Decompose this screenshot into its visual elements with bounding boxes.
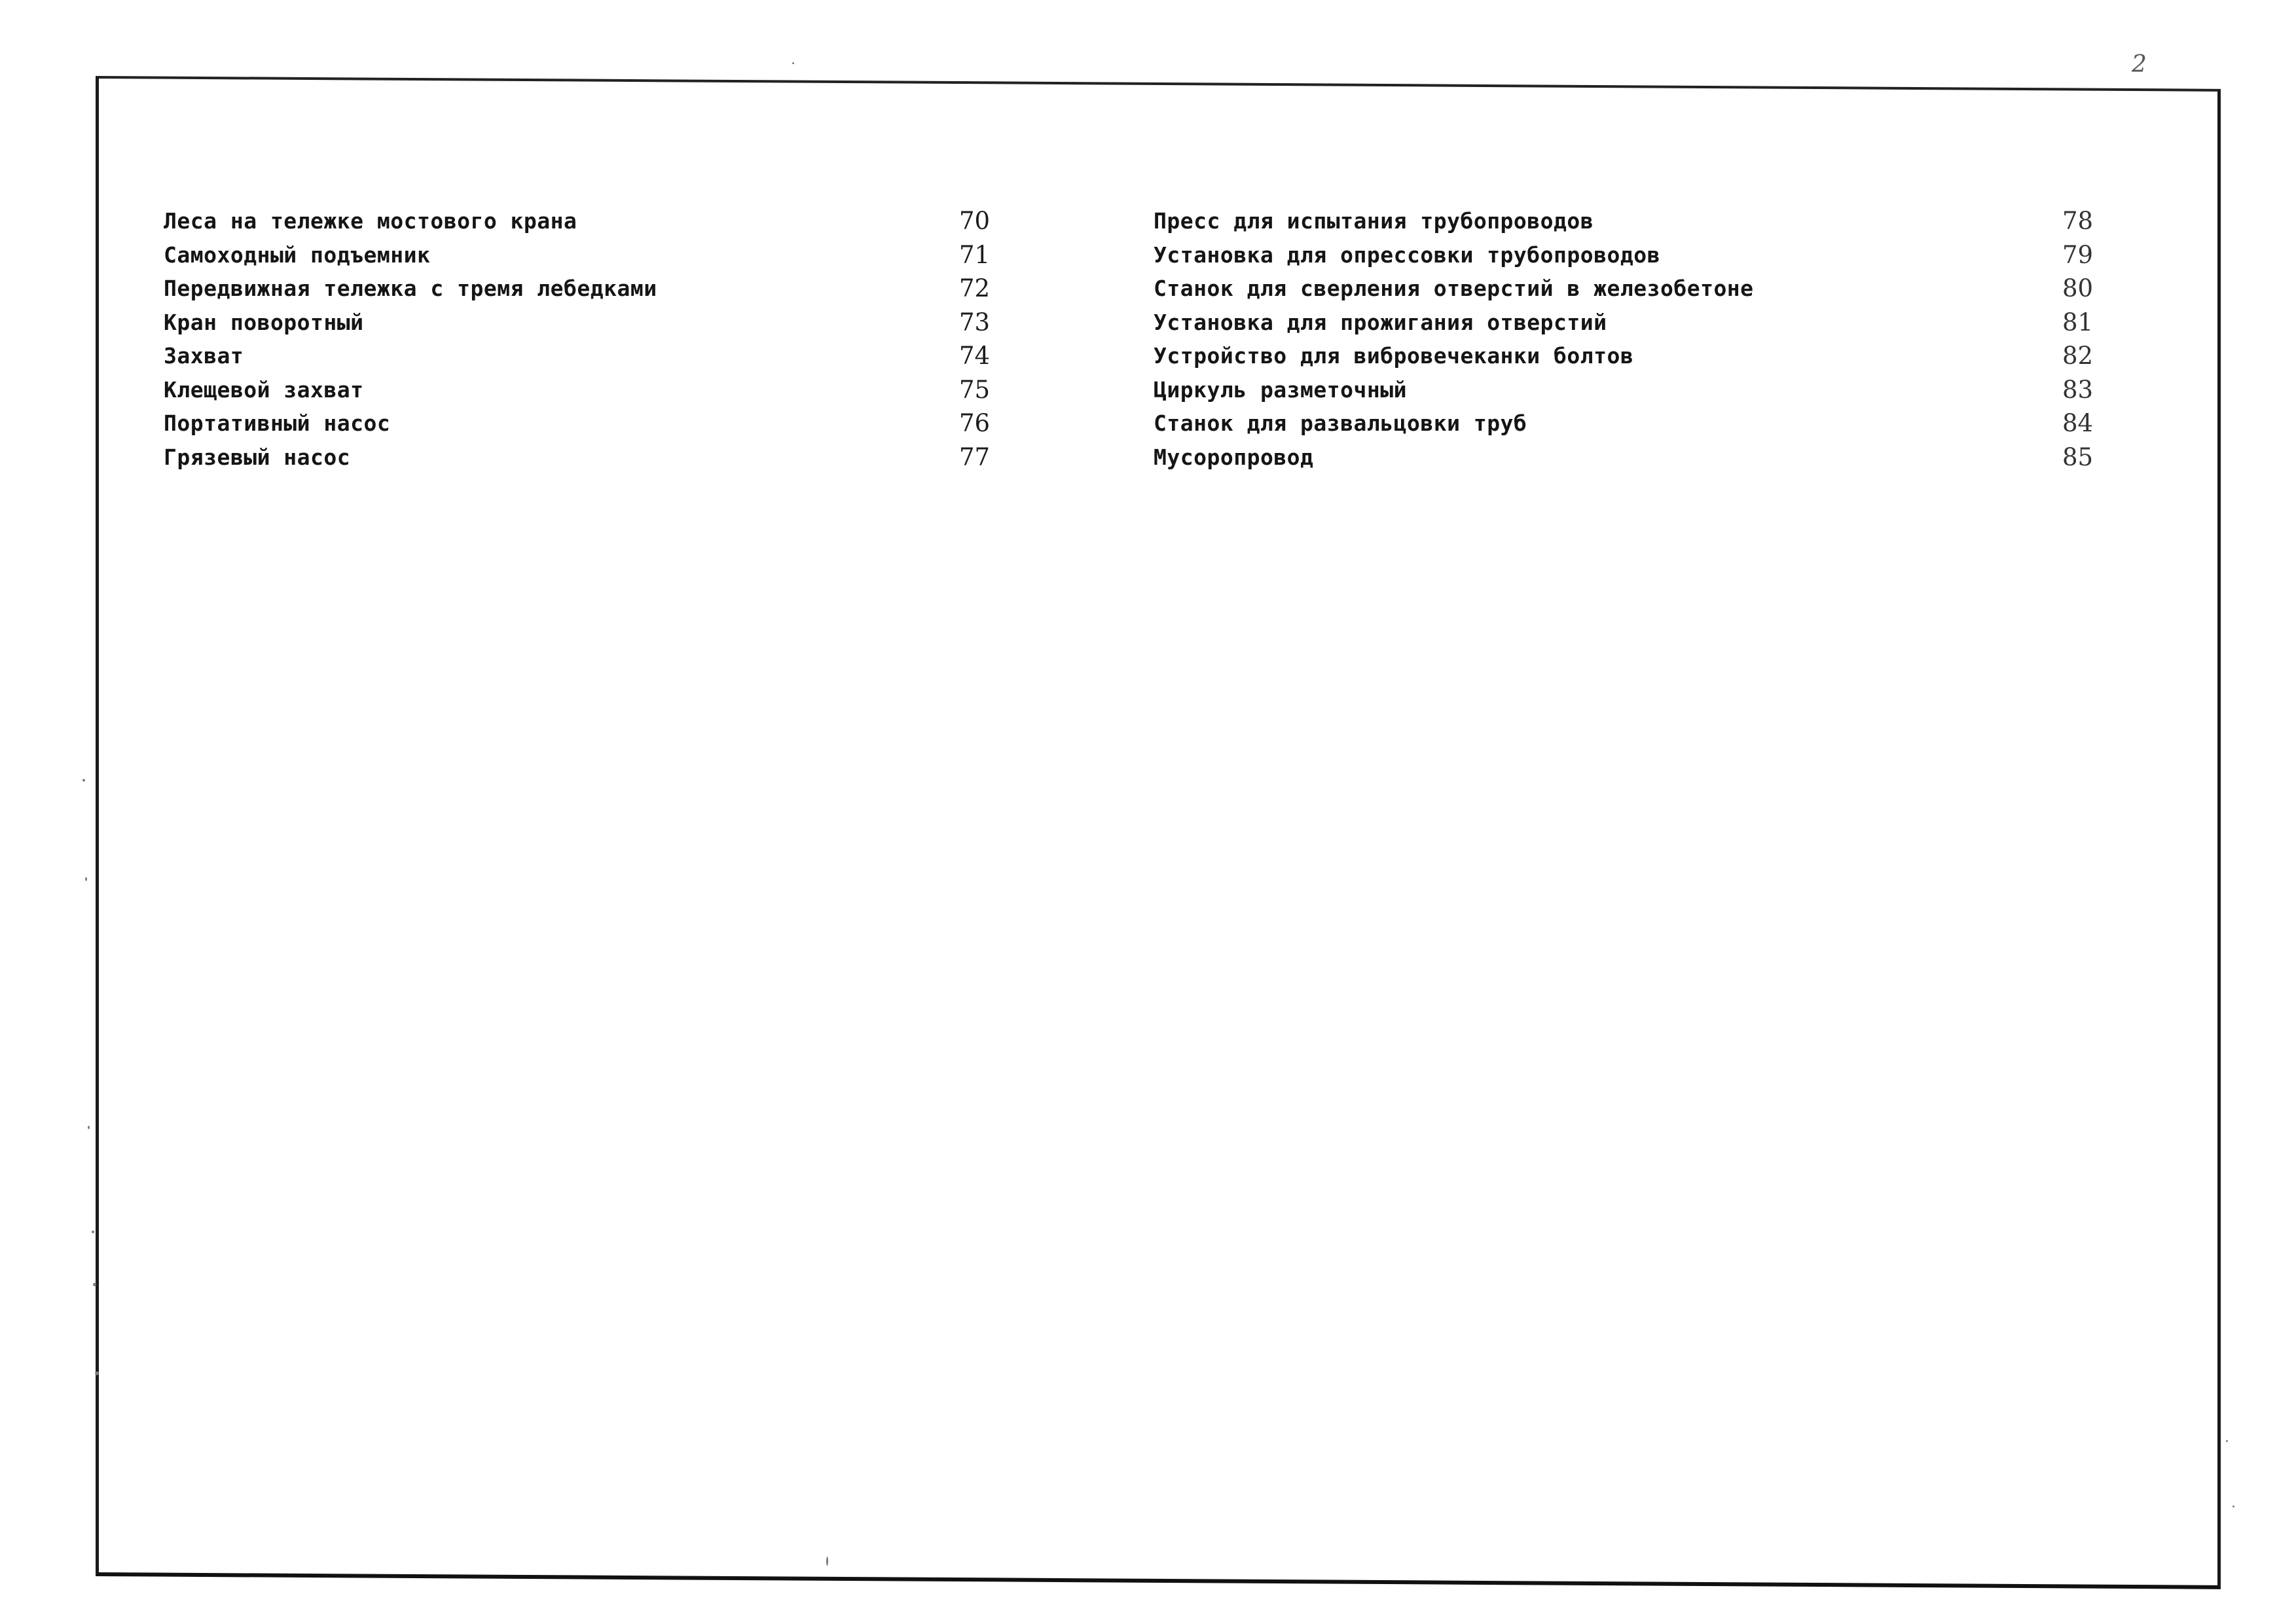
entry-title: Леса на тележке мостового крана bbox=[164, 208, 577, 234]
scan-speck bbox=[826, 1557, 828, 1566]
scan-speck bbox=[2226, 1440, 2228, 1442]
scan-speck bbox=[82, 779, 85, 782]
scan-speck bbox=[792, 62, 794, 64]
contents-entry bbox=[164, 238, 1015, 272]
contents-entry bbox=[164, 204, 1015, 238]
entry-title: Станок для сверления отверстий в железобетоне bbox=[1154, 276, 1754, 302]
entry-title: Установка для прожигания отверстий bbox=[1154, 309, 1607, 335]
entry-title: Пресс для испытания трубопроводов bbox=[1154, 208, 1594, 234]
contents-entry bbox=[1154, 406, 2123, 441]
scan-speck bbox=[93, 1283, 96, 1286]
entry-page-number: 74 bbox=[959, 342, 991, 370]
contents-entry bbox=[1154, 339, 2123, 373]
entry-page-number: 79 bbox=[2062, 240, 2094, 269]
entry-page-number: 72 bbox=[959, 274, 991, 303]
entry-title: Грязевый насос bbox=[164, 444, 351, 470]
entry-page-number: 71 bbox=[959, 240, 991, 269]
contents-entry bbox=[164, 339, 1015, 373]
entry-title: Установка для опрессовки трубопроводов bbox=[1154, 242, 1660, 268]
entry-page-number: 84 bbox=[2062, 409, 2094, 438]
entry-title: Захват bbox=[164, 343, 244, 369]
entry-title: Циркуль разметочный bbox=[1154, 376, 1407, 403]
entry-page-number: 78 bbox=[2062, 207, 2094, 236]
scan-speck bbox=[92, 1231, 94, 1233]
contents-entry bbox=[164, 272, 1015, 306]
contents-entry bbox=[1154, 306, 2123, 340]
contents-entry bbox=[1154, 272, 2123, 306]
contents-column-left bbox=[164, 204, 1015, 474]
corner-page-mark: 2 bbox=[2132, 51, 2147, 78]
entry-page-number: 76 bbox=[959, 409, 991, 438]
scan-speck bbox=[88, 1126, 90, 1129]
contents-entry bbox=[164, 406, 1015, 441]
entry-page-number: 81 bbox=[2062, 308, 2094, 336]
entry-title: Клещевой захват bbox=[164, 376, 364, 403]
entry-page-number: 82 bbox=[2062, 342, 2094, 370]
entry-page-number: 80 bbox=[2062, 274, 2094, 303]
entry-title: Станок для развальцовки труб bbox=[1154, 410, 1527, 437]
entry-page-number: 70 bbox=[959, 207, 991, 236]
entry-title: Мусоропровод bbox=[1154, 444, 1314, 470]
entry-page-number: 83 bbox=[2062, 375, 2094, 404]
entry-title: Самоходный подъемник bbox=[164, 242, 431, 268]
contents-entry bbox=[1154, 373, 2123, 407]
entry-page-number: 77 bbox=[959, 442, 991, 471]
contents-entry bbox=[164, 373, 1015, 407]
entry-page-number: 73 bbox=[959, 308, 991, 336]
contents-column-right bbox=[1154, 204, 2123, 474]
contents-entry bbox=[1154, 238, 2123, 272]
scan-speck bbox=[2232, 1506, 2234, 1507]
contents-entry bbox=[164, 306, 1015, 340]
entry-title: Портативный насос bbox=[164, 410, 391, 437]
contents-entry bbox=[1154, 204, 2123, 238]
entry-title: Передвижная тележка с тремя лебедками bbox=[164, 276, 657, 302]
contents-entry bbox=[164, 441, 1015, 475]
entry-page-number: 85 bbox=[2062, 442, 2094, 471]
entry-page-number: 75 bbox=[959, 375, 991, 404]
entry-title: Устройство для вибровечеканки болтов bbox=[1154, 343, 1634, 369]
scan-speck bbox=[85, 877, 87, 881]
entry-title: Кран поворотный bbox=[164, 309, 364, 335]
scan-speck bbox=[95, 1371, 99, 1375]
contents-entry bbox=[1154, 441, 2123, 475]
